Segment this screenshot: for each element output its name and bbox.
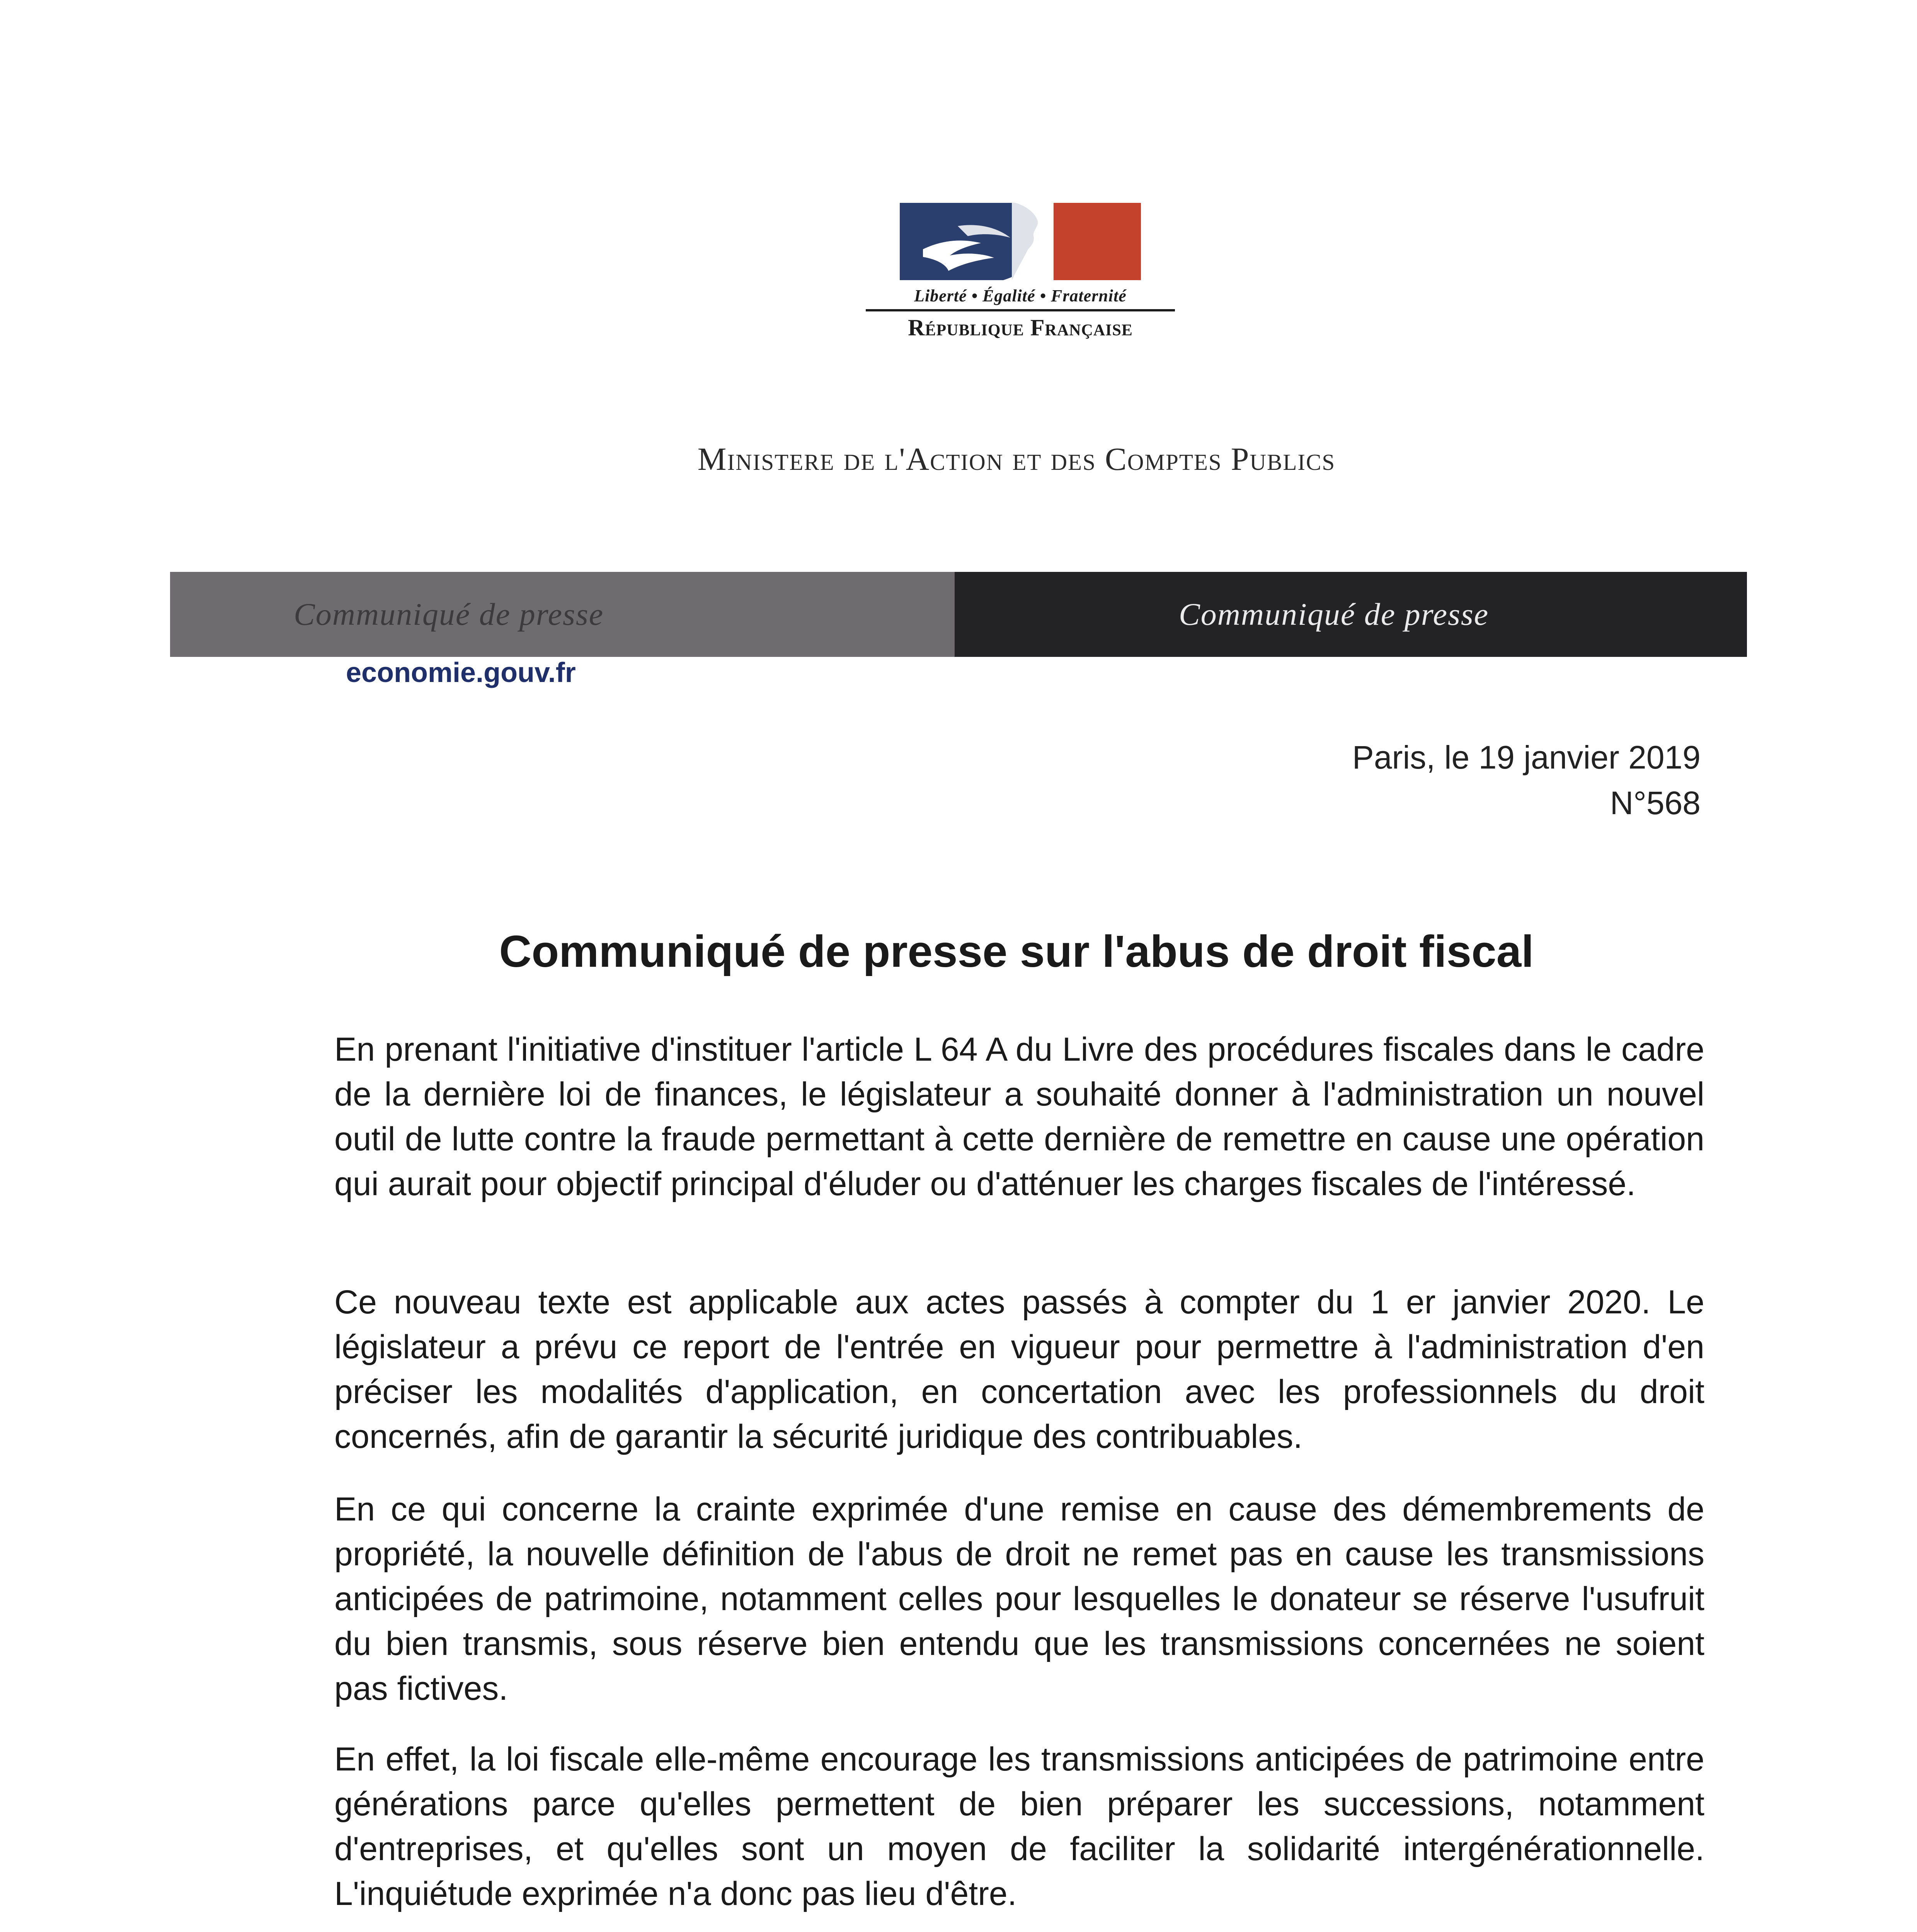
release-number: N°568 xyxy=(1610,785,1701,821)
press-banner-right-label: Communiqué de presse xyxy=(1179,597,1489,632)
republic-motto: Liberté • Égalité • Fraternité xyxy=(914,286,1127,305)
body-paragraph: Ce nouveau texte est applicable aux actes passés à compter du 1 er janvier 2020. Le législateur a prévu ce report de l'entrée en vigueur pour permettre à l'administration d'en préciser les modalités d'application, en concertation avec les professionnels du droit concernés, afin de garantir la sécurité juridique des contribuables. xyxy=(334,1284,1704,1455)
release-date: Paris, le 19 janvier 2019 xyxy=(1352,739,1701,776)
release-title: Communiqué de presse sur l'abus de droit fiscal xyxy=(499,926,1534,976)
press-banner-right xyxy=(955,572,1747,657)
press-banner-left xyxy=(170,572,955,657)
site-url-link[interactable]: economie.gouv.fr xyxy=(346,657,576,688)
republic-name: République Française xyxy=(866,309,1175,341)
body-paragraph: En effet, la loi fiscale elle-même encourage les transmissions anticipées de patrimoine entre générations parce qu'elles permettent de bien préparer les successions, notamment d'entreprises, et qu'elles sont un moyen de faciliter la solidarité intergénérationnelle. L'inquiétude exprimée n'a donc pas lieu d'être. xyxy=(334,1741,1704,1912)
press-banner-left-label: Communiqué de presse xyxy=(294,597,604,632)
body-paragraph: En ce qui concerne la crainte exprimée d'une remise en cause des démembrements de propriété, la nouvelle définition de l'abus de droit ne remet pas en cause les transmissions anticipées de patrimoine, notamment celles pour lesquelles le donateur se réserve l'usufruit du bien transmis, sous réserve bien entendu que les transmissions concernées ne soient pas fictives. xyxy=(334,1491,1704,1707)
ministry-heading: Ministere de l'Action et des Comptes Publics xyxy=(697,441,1336,477)
marianne-logo-icon xyxy=(900,203,1141,280)
body-paragraph: En prenant l'initiative d'instituer l'article L 64 A du Livre des procédures fiscales dans le cadre de la dernière loi de finances, le législateur a souhaité donner à l'administration un nouvel outil de lutte contre la fraude permettant à cette dernière de remettre en cause une opération qui aurait pour objectif principal d'éluder ou d'atténuer les charges fiscales de l'intéressé. xyxy=(334,1031,1704,1202)
